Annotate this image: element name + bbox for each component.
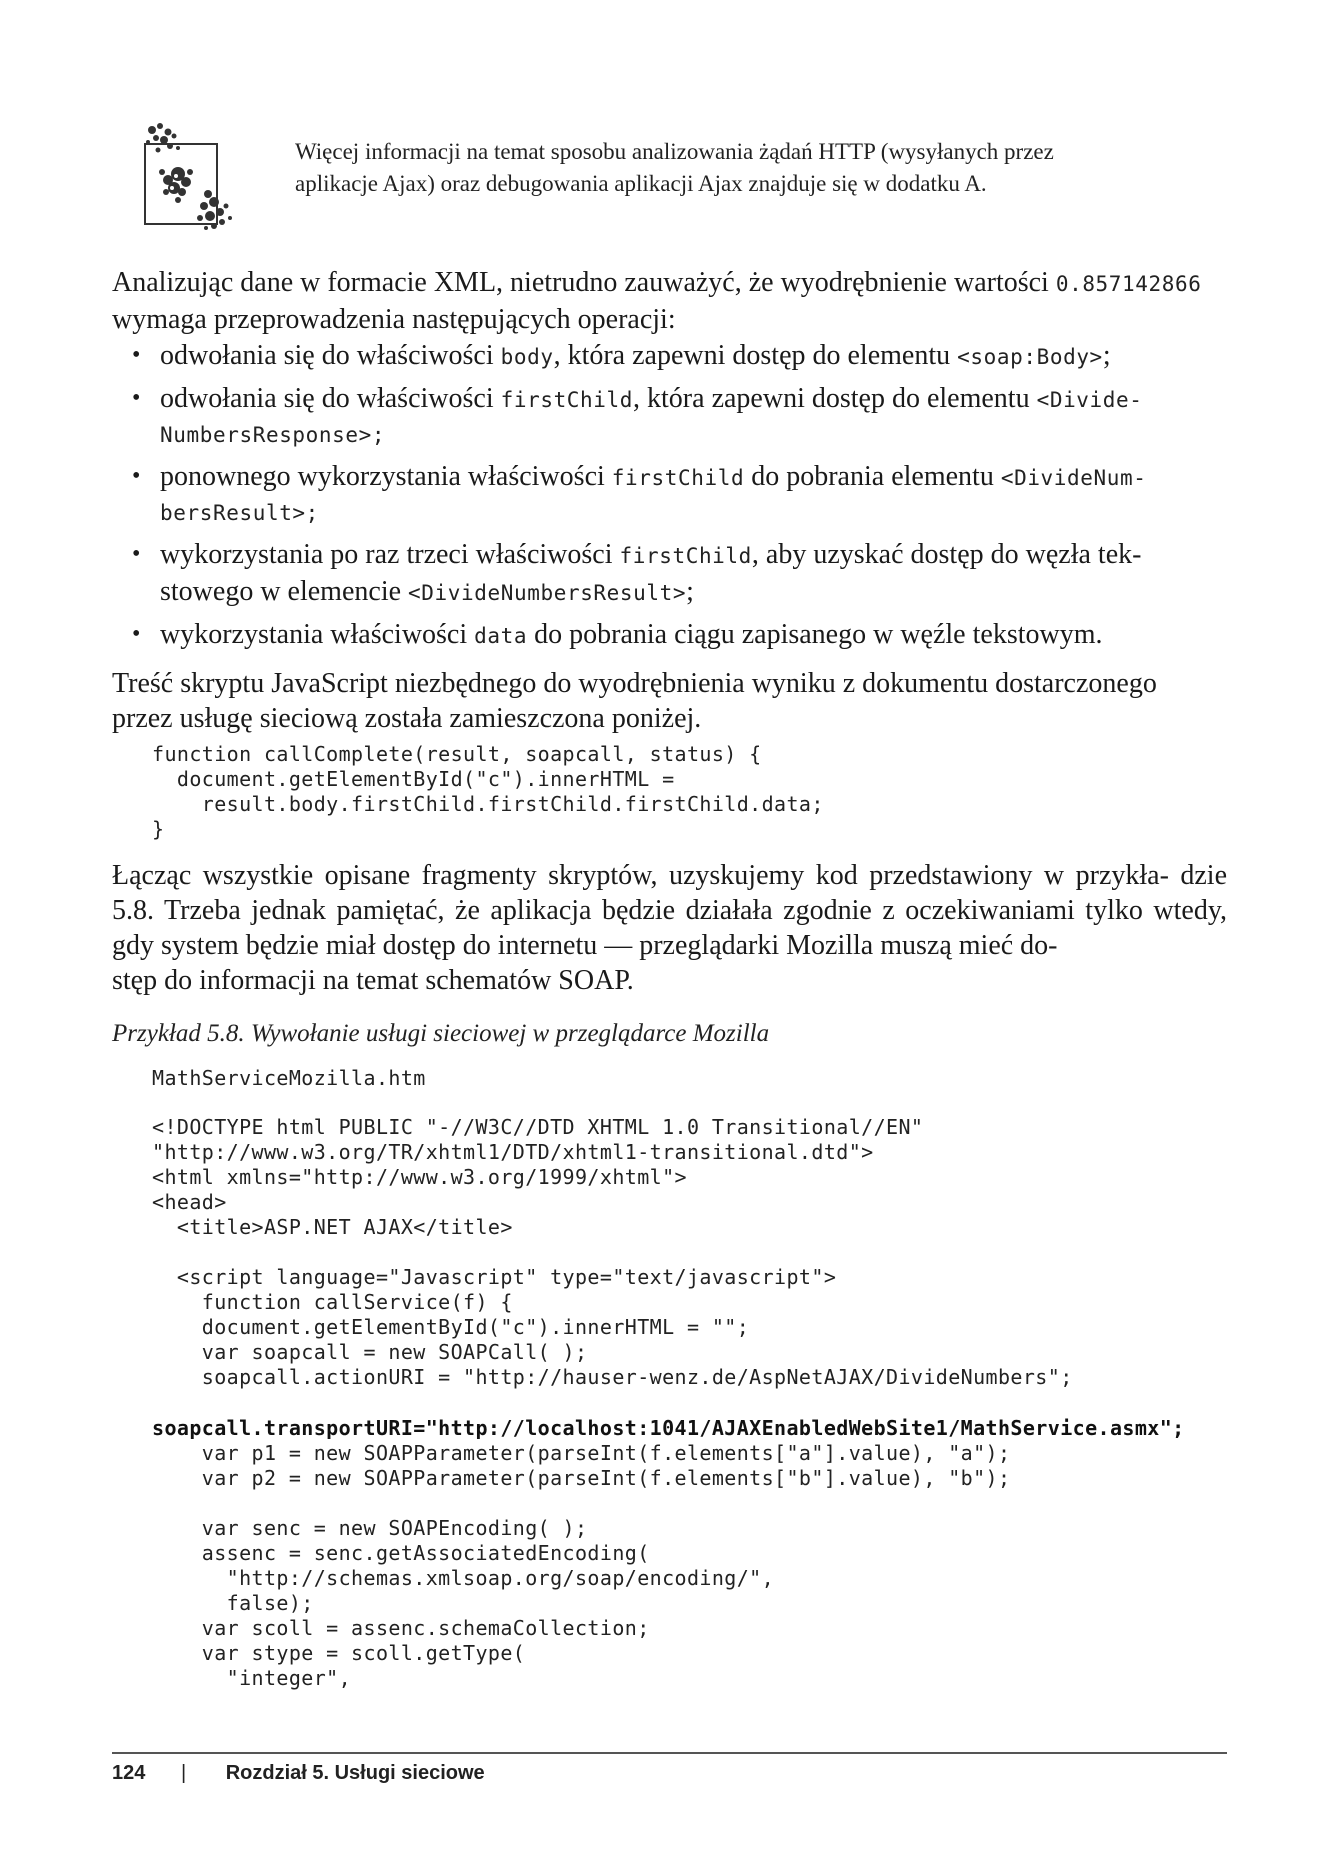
list-item-code: NumbersResponse>; — [160, 423, 386, 447]
list-item — [112, 459, 1227, 531]
list-item-text: odwołania się do właściwości — [160, 340, 501, 371]
paragraph-3-line-2: dzie 5.8. Trzeba jednak pamiętać, że aplikacja będzie działała zgodnie z oczekiwaniami tylko — [112, 860, 1228, 926]
intro-value: 0.857142866 — [1055, 272, 1202, 296]
operations-list — [112, 338, 1227, 660]
list-item-text: wykorzystania właściwości — [160, 619, 475, 650]
list-item-code: <Divide- — [1036, 388, 1143, 412]
paragraph-3-line-4: stęp do informacji na temat schematów SOAP. — [112, 965, 634, 996]
code-listing-mathservice-part1: <!DOCTYPE html PUBLIC "-//W3C//DTD XHTML 1.0 Transitional//EN" "http://www.w3.org/TR/xhtml1/DTD/xhtml1-transitional.dtd"> <html xmlns="http://www.w3.org/1999/xhtml"> <head> <title>ASP.NET AJAX</title> <script language="Javascript" type="text/javascript"> function callService(f) { document.getElementById("c").innerHTML = ""; var soapcall = new SOAPCall( ); soapcall.actionURI = "http://hauser-wenz.de/AspNetAJAX/DivideNumbers"; — [152, 1115, 1073, 1389]
paragraph-3-line-3: wtedy, gdy system będzie miał dostęp do internetu — przeglądarki Mozilla muszą mieć do- — [112, 895, 1227, 961]
bullet-dot: • — [132, 385, 141, 411]
list-item-text: stowego w elemencie — [160, 576, 409, 607]
list-item-text: ponownego wykorzystania właściwości — [160, 461, 612, 492]
list-item-code: firstChild — [619, 544, 752, 568]
list-item — [112, 617, 1227, 654]
list-item-code: <DivideNum- — [1000, 466, 1147, 490]
paragraph-3-line-1: Łącząc wszystkie opisane fragmenty skryptów, uzyskujemy kod przedstawiony w przykła- — [112, 860, 1169, 891]
list-item-code: firstChild — [500, 388, 634, 412]
list-item-text: ; — [686, 576, 694, 607]
list-item-text: ; — [1102, 340, 1111, 371]
paragraph-2 — [112, 666, 1227, 736]
list-item-text: , aby uzyskać dostęp do węzła tek- — [751, 539, 1142, 570]
list-item-text: , która zapewni dostęp do elementu — [633, 383, 1037, 414]
list-item-code: <DivideNumbersResult> — [408, 581, 687, 605]
list-item-text: do pobrania elementu — [744, 461, 1001, 492]
list-item — [112, 537, 1227, 611]
footer-separator: | — [180, 1762, 187, 1784]
footer-rule — [112, 1752, 1227, 1754]
bullet-dot: • — [132, 621, 141, 647]
scorpion-icon — [130, 122, 240, 234]
list-item-code: firstChild — [611, 466, 745, 490]
list-item-text: , która zapewni dostęp do elementu — [553, 340, 958, 371]
bullet-dot: • — [132, 541, 141, 567]
list-item-code: data — [474, 624, 528, 648]
list-item-text: wykorzystania po raz trzeci właściwości — [160, 539, 620, 570]
example-caption: Przykład 5.8. Wywołanie usługi sieciowej w przeglądarce Mozilla — [112, 1020, 770, 1047]
code-listing-filename: MathServiceMozilla.htm — [152, 1066, 426, 1090]
intro-line-2: wymaga przeprowadzenia następujących operacji: — [112, 304, 676, 335]
intro-text: Analizując dane w formacie XML, nietrudno zauważyć, że wyodrębnienie wartości — [112, 267, 1049, 298]
list-item-text: odwołania się do właściwości — [160, 383, 501, 414]
code-listing-bold-line — [152, 1416, 1185, 1441]
list-item — [112, 381, 1227, 453]
list-item-text: do pobrania ciągu zapisanego w węźle tekstowym. — [527, 619, 1103, 650]
bullet-dot: • — [132, 342, 141, 368]
paragraph-2-line-2: przez usługę sieciową została zamieszczona poniżej. — [112, 703, 702, 734]
bullet-dot: • — [132, 463, 141, 489]
tip-line-1: Więcej informacji na temat sposobu analizowania żądań HTTP (wysyłanych przez — [295, 139, 1054, 164]
chapter-title: Rozdział 5. Usługi sieciowe — [225, 1762, 485, 1784]
code-bold-text: soapcall.transportURI="http://localhost:1041/AJAXEnabledWebSite1/MathService.asmx"; — [152, 1416, 1185, 1440]
page-footer — [112, 1762, 485, 1785]
list-item-code: <soap:Body> — [957, 345, 1103, 369]
tip-block — [112, 118, 1227, 238]
list-item — [112, 338, 1227, 375]
tip-text — [295, 136, 1220, 200]
intro-paragraph — [112, 265, 1227, 337]
paragraph-2-line-1: Treść skryptu JavaScript niezbędnego do wyodrębnienia wyniku z dokumentu dostarczonego — [112, 668, 1157, 699]
tip-line-2: aplikacje Ajax) oraz debugowania aplikacji Ajax znajduje się w dodatku A. — [295, 171, 987, 196]
book-page — [112, 0, 1227, 1867]
code-listing-mathservice-part2: var p1 = new SOAPParameter(parseInt(f.elements["a"].value), "a"); var p2 = new SOAPParameter(parseInt(f.elements["b"].value), "b"); var senc = new SOAPEncoding( ); assenc = senc.getAssociatedEncoding( "http://schemas.xmlsoap.org/soap/encoding/", false); var scoll = assenc.schemaCollection; var stype = scoll.getType( "integer", — [201, 1441, 1011, 1690]
page-number: 124 — [112, 1762, 146, 1784]
code-listing-callcomplete: function callComplete(result, soapcall, status) { document.getElementById("c").innerHTML = result.body.firstChild.firstChild.firstChild.data; } — [152, 742, 824, 841]
list-item-code: bersResult>; — [160, 501, 319, 525]
list-item-code: body — [500, 345, 554, 369]
paragraph-3 — [112, 858, 1227, 998]
